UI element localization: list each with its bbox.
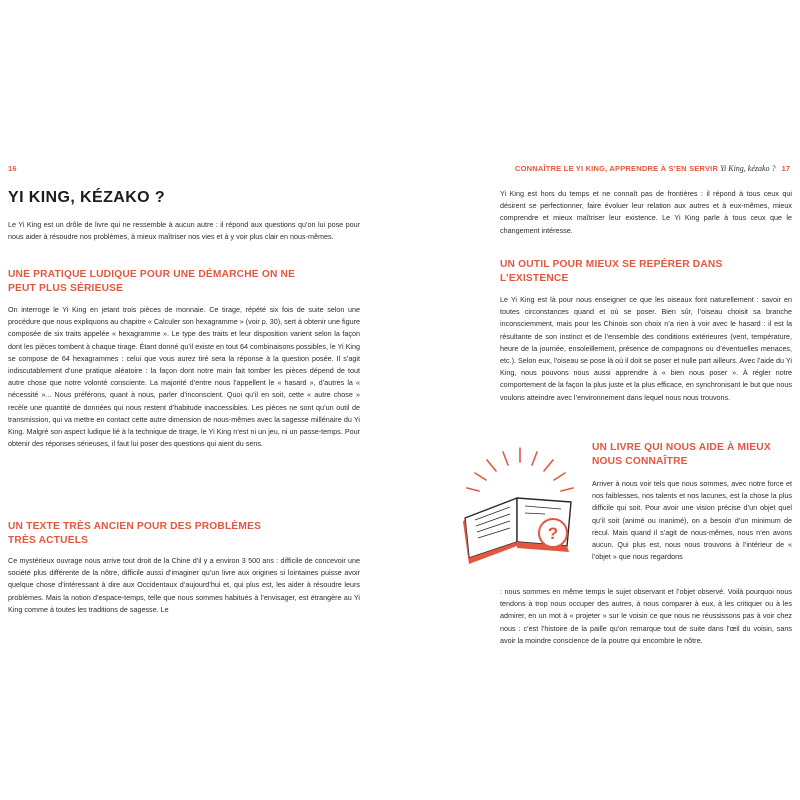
running-head-subtitle: Yi King, kézako ? [720, 164, 776, 173]
intro-paragraph: Le Yi King est un drôle de livre qui ne ressemble à aucun autre : il répond aux questions qu’on lui pose pour nous aider à résoudre nos problèmes, à mieux maîtriser nos vies et à y voir plus clair en nous-mêmes. [8, 220, 360, 242]
section-body-texte-ancien: Ce mystérieux ouvrage nous arrive tout droit de la Chine d’il y a environ 3 500 ans : difficile de concevoir une société plus différente de la nôtre, difficile aussi d’imaginer qu’un livre aux origines si lointaines puisse avoir quelque chose d’intéressant à dire aux Occidentaux d’aujourd’hui et, qui plus est, les aider à résoudre leurs problèmes. Mais la notion d’espace-temps, telle que nous sommes habitués à l’envisager, est étrangère au Yi King comme à toutes les traditions de sagesse. Le [8, 556, 360, 614]
right-page [400, 0, 800, 800]
section-heading-texte-ancien: UN TEXTE TRÈS ANCIEN POUR DES PROBLÈMES TRÈS ACTUELS [8, 521, 262, 546]
page-number-right: 17 [781, 164, 790, 173]
section-body-livre-wrapped: Arriver à nous voir tels que nous sommes, avec notre force et nos faiblesses, nos talents et nos lacunes, est la chose la plus difficile qui soit. Pour avoir une vision précise d’un objet quel qu’il soit (animé ou inanimé), on a besoin d’un minimum de recul. Mais quand il s’agit de nous-mêmes, nous n’en avons aucun. Qui plus est, nous nous trouvons à l’intérieur de « l’objet » que nous regardons [592, 479, 792, 562]
page-number-left: 16 [8, 164, 17, 173]
open-book-question-icon [455, 440, 585, 570]
section-body-outil: Le Yi King est là pour nous enseigner ce que les oiseaux font naturellement : savoir en toutes circonstances quand et où se poser. Bien sûr, l’oiseau choisit sa branche inconsciemment, mais pour les Chinois son choix n’a rien à voir avec le hasard : il est la résultante de son instinct et de l’ensemble des conditions extérieures (vent, température, heure de la journée, ensoleillement, présence de compagnons ou d’éventuelles menaces, etc.). Selon eux, l’oiseau se pose là où il doit se poser et nulle part ailleurs. Avec l’aide du Yi King, nous pouvons nous aussi apprendre à « bien nous poser ». À régler notre comportement de la façon la plus juste et la plus efficace, en synchronisant le but que nous voulons atteindre avec l’environnement dans lequel nous nous trouvons. [500, 295, 792, 402]
running-head [515, 164, 790, 173]
question-mark-glyph: ? [547, 524, 559, 543]
chapter-title: YI KING, KÉZAKO ? [8, 189, 166, 206]
running-head-title: CONNAÎTRE LE YI KING, APPRENDRE À S’EN SERVIR [515, 164, 719, 173]
continuation-paragraph: Yi King est hors du temps et ne connaît pas de frontières : il répond à tous ceux qui désirent se perfectionner, faire évoluer leur relation aux autres et à eux-mêmes, mieux comprendre et mieux maîtriser leur existence. Le Yi King parle à tous ceux que le changement intéresse. [500, 189, 792, 235]
section-body-livre-continued: : nous sommes en même temps le sujet observant et l’objet observé. Voilà pourquoi nous tendons à trop nous occuper des autres, à nous comparer à eux, à les critiquer ou à les admirer, en un mot à « projeter » sur le voisin ce que nous ne réussissons pas à voir chez nous : c’est l’histoire de la paille qu’on remarque tout de suite dans l’œil du voisin, sans avoir la moindre conscience de la poutre qui encombre le nôtre. [500, 587, 792, 645]
section-body-pratique-ludique: On interroge le Yi King en jetant trois pièces de monnaie. Ce tirage, répété six fois de suite selon une procédure que nous expliquons au chapitre « Calculer son hexagramme » (voir p. 30), sert à obtenir une figure composée de six traits appelée « hexagramme ». Le type des traits et leur disposition varient selon la façon dont les pièces tombent à chaque tirage. Étant donné qu’il existe en tout 64 combinaisons possibles, le Yi King se compose de 64 hexagrammes : celui que vous aurez tiré sera la réponse à la question posée. Il s’agit indiscutablement d’une pratique aléatoire : la façon dont notre main fait tomber les pièces dépend de tout autre chose que notre volonté consciente. La majorité d’entre nous l’appellent le « hasard », d’autres la « nécessité »... Nous préférons, quant à nous, parler d’inconscient. Quoi qu’il en soit, cette « autre chose » recèle une quantité de données qui nous restent d’habitude inaccessibles. Les pièces ne sont qu’un outil de transmission, qui va mettre en contact cette autre dimension de nous-mêmes avec la sagesse millénaire du Yi King. Malgré son aspect ludique lié à la technique de tirage, le Yi King n’est ni un jeu, ni un passe-temps. Pour obtenir des réponses sérieuses, il faut lui poser des questions qui aient du sens. [8, 305, 360, 449]
section-heading-pratique-ludique: UNE PRATIQUE LUDIQUE POUR UNE DÉMARCHE ON NE PEUT PLUS SÉRIEUSE [8, 269, 296, 294]
section-heading-livre: UN LIVRE QUI NOUS AIDE À MIEUX NOUS CONNAÎTRE [592, 442, 771, 467]
section-heading-outil: UN OUTIL POUR MIEUX SE REPÉRER DANS L’EXISTENCE [500, 259, 723, 284]
